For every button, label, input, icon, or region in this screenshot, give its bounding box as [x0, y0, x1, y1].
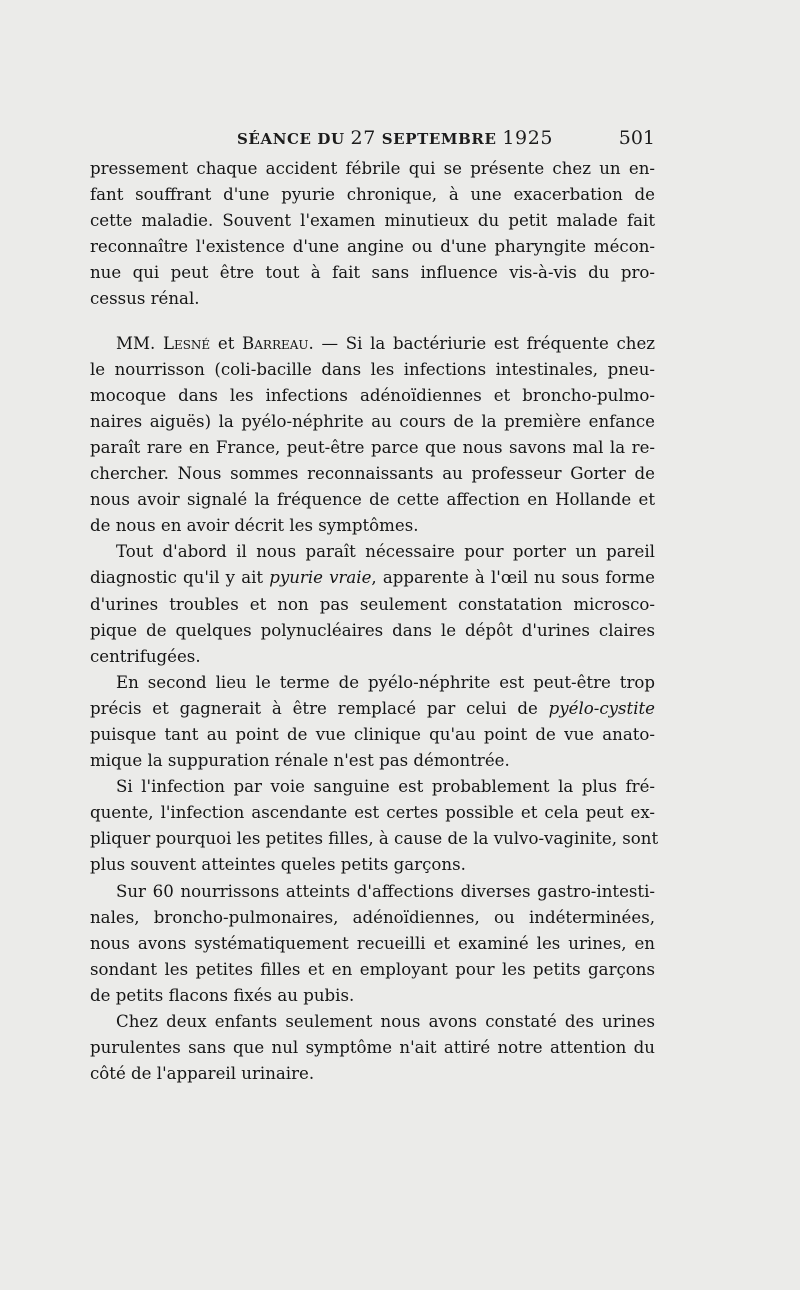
text-line: nales, broncho-pulmonaires, adénoïdiennes, ou indéterminées, — [90, 907, 655, 927]
text-run: . — Si la bactériurie est fréquente chez — [308, 333, 656, 353]
paragraph — [90, 539, 655, 669]
text-line: mocoque dans les infections adénoïdiennes et broncho-pulmo- — [90, 385, 655, 405]
text-line — [90, 565, 655, 591]
text-line: cessus rénal. — [90, 289, 200, 309]
text-line: pique de quelques polynucléaires dans le dépôt d'urines claires — [90, 620, 655, 640]
text-line: pressement chaque accident fébrile qui se présente chez un en- — [90, 159, 655, 178]
text-line: Sur 60 nourrissons atteints d'affections diverses gastro-intesti- — [116, 881, 655, 901]
italic-term: pyurie vraie — [269, 568, 372, 588]
text-line: nous avoir signalé la fréquence de cette affection en Hollande et — [90, 490, 655, 510]
text-line: puisque tant au point de vue clinique qu'au point de vue anato- — [90, 724, 655, 744]
text-line: sondant les petites filles et en employant pour les petits garçons — [90, 959, 655, 979]
text-run: , apparente à l'œil nu sous forme — [371, 568, 655, 588]
title-day: 27 — [350, 127, 376, 149]
title-prefix: SÉANCE DU — [237, 130, 345, 148]
text-line: naires aiguës) la pyélo-néphrite au cours de la première enfance — [90, 411, 655, 431]
text-line: Tout d'abord il nous paraît nécessaire pour porter un pareil — [116, 542, 655, 562]
text-line: purulentes sans que nul symptôme n'ait attiré notre attention du — [90, 1038, 655, 1058]
text-line: fant souffrant d'une pyurie chronique, à une exacerbation de — [90, 185, 655, 205]
text-line: le nourrisson (coli-bacille dans les infections intestinales, pneu- — [90, 359, 655, 379]
text-line: côté de l'appareil urinaire. — [90, 1064, 315, 1084]
page-number: 501 — [618, 127, 655, 149]
text-line: chercher. Nous sommes reconnaissants au professeur Gorter de — [90, 464, 655, 484]
text-line: nue qui peut être tout à fait sans influence vis-à-vis du pro- — [90, 263, 655, 283]
text-run: précis et gagnerait à être remplacé par celui de — [90, 698, 549, 718]
running-header — [90, 127, 655, 153]
text-line: Chez deux enfants seulement nous avons constaté des urines — [116, 1012, 655, 1031]
text-run: et — [210, 333, 243, 353]
text-line: mique la suppuration rénale n'est pas démontrée. — [90, 751, 510, 771]
text-line: reconnaître l'existence d'une angine ou d'une pharyngite mécon- — [90, 237, 655, 257]
paragraph — [90, 331, 655, 540]
title-year: 1925 — [502, 127, 554, 149]
text-line: de nous en avoir décrit les symptômes. — [90, 516, 419, 536]
text-line: quente, l'infection ascendante est certes possible et cela peut ex- — [90, 803, 655, 823]
running-title — [237, 127, 553, 149]
text-line — [90, 331, 655, 357]
text-line: cette maladie. Souvent l'examen minutieux du petit malade fait — [90, 211, 655, 231]
text-line: plus souvent atteintes queles petits garçons. — [90, 855, 466, 875]
title-month: SEPTEMBRE — [381, 130, 497, 148]
paragraph — [90, 774, 659, 878]
text-line: centrifugées. — [90, 646, 201, 666]
text-line: pliquer pourquoi les petites filles, à cause de la vulvo-vaginite, sont — [90, 829, 659, 849]
italic-term: pyélo-cystite — [548, 698, 655, 718]
body-text — [90, 156, 659, 1087]
text-run: MM. — [116, 333, 163, 353]
author-name-lesne: Lesné — [162, 333, 211, 353]
paragraph-gap — [90, 313, 655, 331]
text-line: de petits flacons fixés au pubis. — [90, 985, 355, 1005]
text-line: Si l'infection par voie sanguine est probablement la plus fré- — [116, 777, 655, 797]
paragraph — [90, 1009, 655, 1087]
text-line: d'urines troubles et non pas seulement constatation microsco- — [90, 594, 655, 614]
text-line: En second lieu le terme de pyélo-néphrite est peut-être trop — [116, 672, 655, 692]
text-line: paraît rare en France, peut-être parce que nous savons mal la re- — [90, 437, 655, 457]
paragraph — [90, 670, 655, 774]
text-line: nous avons systématiquement recueilli et examiné les urines, en — [90, 933, 655, 953]
paragraph — [90, 156, 655, 313]
text-line — [90, 696, 655, 722]
author-name-barreau: Barreau — [242, 333, 309, 353]
text-run: diagnostic qu'il y ait — [90, 568, 270, 588]
paragraph — [90, 879, 655, 1009]
